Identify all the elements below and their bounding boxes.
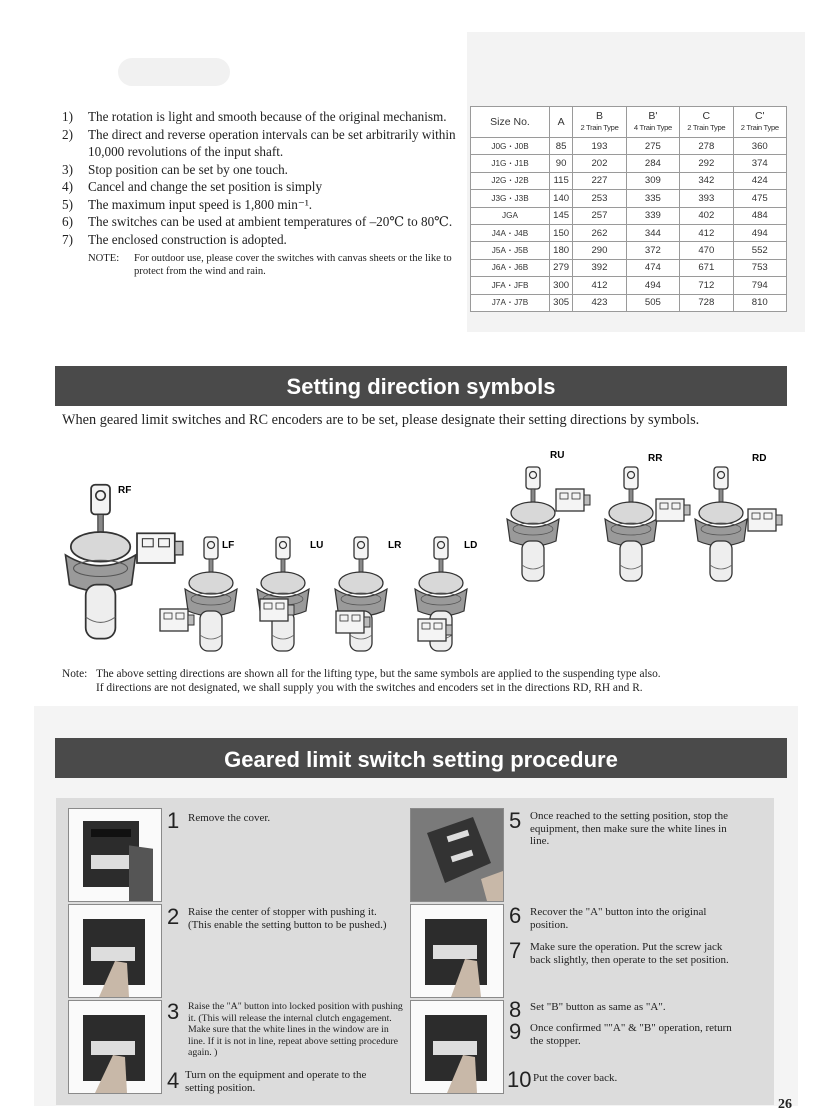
size-table — [470, 106, 787, 312]
step-10-text: Put the cover back. — [533, 1072, 618, 1084]
step-8-9-photo — [410, 1000, 504, 1094]
step-5-photo — [410, 808, 504, 902]
table-header-row — [471, 107, 787, 138]
step-1-text: Remove the cover. — [188, 812, 271, 824]
decorative-pill — [118, 58, 230, 86]
label-lr: LR — [388, 540, 402, 551]
step-1-photo — [68, 808, 162, 902]
table-row: J2G・J2B 115 227 309 342 424 — [471, 172, 787, 189]
jack-lu-illustration — [257, 537, 309, 651]
step-3-photo — [68, 1000, 162, 1094]
jack-lr-illustration — [335, 537, 387, 651]
table-row: JGA 145 257 339 402 484 — [471, 207, 787, 224]
header-c-prime: C' 2 Train Type — [733, 107, 786, 138]
outdoor-note: NOTE: For outdoor use, please cover the switches with canvas sheets or the like to protect from the wind and rain. — [88, 253, 452, 277]
feature-item: 3) Stop position can be set by one touch. — [62, 161, 288, 177]
step-8-number: 8 — [509, 997, 522, 1022]
header-c: C 2 Train Type — [680, 107, 733, 138]
table-row: J3G・J3B 140 253 335 393 475 — [471, 190, 787, 207]
label-ld: LD — [464, 540, 478, 551]
step-4-number: 4 — [167, 1068, 180, 1093]
label-rd: RD — [752, 453, 767, 464]
jack-ld-illustration — [415, 537, 467, 651]
header-b: B 2 Train Type — [573, 107, 626, 138]
setting-direction-intro: When geared limit switches and RC encoders are to be set, please designate their setting directions by symbols. — [62, 412, 700, 428]
step-7-number: 7 — [509, 938, 522, 963]
step-7-text: Make sure the operation. Put the screw jack back slightly, then operate to the set position. — [530, 941, 729, 966]
jack-ru-illustration — [507, 467, 590, 581]
header-size-no: Size No. — [471, 107, 550, 138]
step-1-number: 1 — [167, 808, 180, 833]
page-number: 26 — [778, 1097, 792, 1112]
table-row: J4A・J4B 150 262 344 412 494 — [471, 224, 787, 241]
step-2-number: 2 — [167, 904, 180, 929]
jack-rr-illustration — [605, 467, 690, 581]
features-list — [62, 108, 457, 278]
step-9-text: Once confirmed ""A" & "B" operation, return the stopper. — [530, 1022, 732, 1047]
step-5-number: 5 — [509, 808, 522, 833]
feature-item: 4) Cancel and change the set position is simply — [62, 179, 323, 194]
label-rr: RR — [648, 453, 663, 464]
label-lf: LF — [222, 540, 235, 551]
step-10-number: 10 — [507, 1067, 532, 1092]
step-5-text: Once reached to the setting position, stop the equipment, then make sure the white lines in line. — [530, 810, 728, 847]
step-3-number: 3 — [167, 999, 180, 1024]
table-row: J1G・J1B 90 202 284 292 374 — [471, 155, 787, 172]
table-row: J7A・J7B 305 423 505 728 810 — [471, 294, 787, 311]
section-title-setting-procedure: Geared limit switch setting procedure — [55, 738, 787, 778]
feature-item: 6) The switches can be used at ambient temperatures of –20℃ to 80℃. — [62, 214, 453, 229]
header-b-prime: B' 4 Train Type — [626, 107, 679, 138]
feature-item: 1) The rotation is light and smooth because of the original mechanism. — [62, 109, 447, 124]
step-4-text: Turn on the equipment and operate to the setting position. — [185, 1069, 367, 1094]
label-ru: RU — [550, 450, 565, 461]
step-6-number: 6 — [509, 903, 522, 928]
step-2-photo — [68, 904, 162, 998]
table-row: J6A・J6B 279 392 474 671 753 — [471, 259, 787, 276]
feature-item: 5) The maximum input speed is 1,800 min⁻¹. — [62, 196, 313, 212]
table-row: J0G・J0B 85 193 275 278 360 — [471, 138, 787, 155]
label-rf: RF — [118, 485, 132, 496]
label-lu: LU — [310, 540, 324, 551]
feature-item: 7) The enclosed construction is adopted. — [62, 231, 287, 247]
header-a: A — [550, 107, 573, 138]
step-3-text: Raise the "A" button into locked position with pushing it. (This will release the internal clutch engagement. Make sure that the white lines in the window are in line. If it is not in line, repeat above setting procedure again. ) — [188, 1001, 403, 1059]
step-8-text: Set "B" button as same as "A". — [530, 1001, 666, 1013]
setting-direction-note: Note: The above setting directions are shown all for the lifting type, but the same symbols are applied to the suspending type also. If directions are not designated, we shall supply you with the switches and encoders set in the directions RD, RH and R. — [62, 668, 661, 694]
section-title-setting-direction: Setting direction symbols — [55, 366, 787, 406]
step-6-7-photo — [410, 904, 504, 998]
table-row: JFA・JFB 300 412 494 712 794 — [471, 277, 787, 294]
setting-direction-illustrations — [50, 445, 800, 660]
feature-item: 2) The direct and reverse operation intervals can be set arbitrarily within 10,000 revolutions of the input shaft. — [62, 126, 456, 159]
step-6-text: Recover the "A" button into the original position. — [530, 906, 707, 931]
jack-rd-illustration — [695, 467, 782, 581]
step-9-number: 9 — [509, 1019, 522, 1044]
step-2-text: Raise the center of stopper with pushing it. (This enable the setting button to be pushed.) — [188, 906, 387, 931]
table-row: J5A・J5B 180 290 372 470 552 — [471, 242, 787, 259]
